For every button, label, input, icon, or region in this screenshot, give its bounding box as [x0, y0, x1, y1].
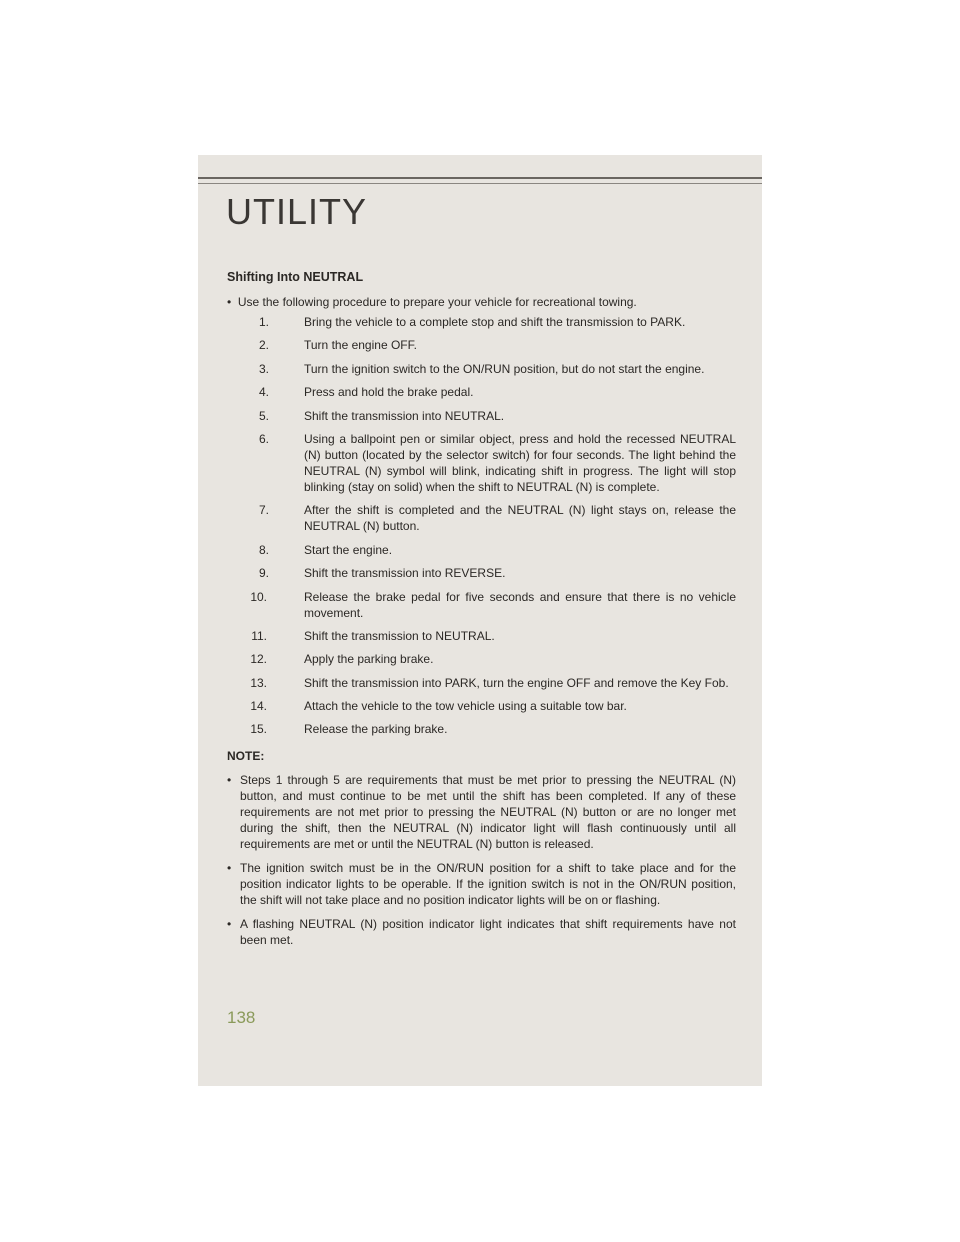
step-item	[227, 565, 736, 581]
step-text: Turn the engine OFF.	[304, 338, 417, 353]
step-text: Press and hold the brake pedal.	[304, 385, 474, 400]
step-text: Apply the parking brake.	[304, 652, 434, 667]
note-text: A flashing NEUTRAL (N) position indicator light indicates that shift requirements have not been met.	[240, 917, 736, 948]
step-text: Using a ballpoint pen or similar object, press and hold the recessed NEUTRAL (N) button (located by the selector switch) for four seconds. The light behind the NEUTRAL (N) symbol will blink, indicating shift in progress. The light will stop blinking (stay on solid) when the shift to NEUTRAL (N) is complete.	[304, 431, 736, 494]
step-number: 14.	[250, 699, 267, 714]
step-text: Release the brake pedal for five seconds and ensure that there is no vehicle movement.	[304, 589, 736, 620]
step-text: Shift the transmission into NEUTRAL.	[304, 408, 505, 423]
step-number: 10.	[250, 589, 267, 604]
step-number: 5.	[258, 408, 269, 423]
step-text: Start the engine.	[304, 542, 393, 557]
step-number: 13.	[250, 675, 267, 690]
step-number: 3.	[258, 361, 269, 376]
step-text: Shift the transmission into REVERSE.	[304, 566, 506, 581]
step-text: Shift the transmission to NEUTRAL.	[304, 628, 495, 643]
step-number: 11.	[251, 628, 267, 643]
manual-page	[198, 155, 762, 1086]
header-rule-top	[198, 177, 762, 179]
note-text: Steps 1 through 5 are requirements that must be met prior to pressing the NEUTRAL (N) button, and must continue to be met until the shift has been completed. If any of these requirements are not met prior to pressing the NEUTRAL (N) button or are no longer met during the shift, then the NEUTRAL (N) indicator light will flash continuously until all requirements are met or until the NEUTRAL (N) button is released.	[240, 773, 736, 852]
step-item	[227, 589, 736, 621]
step-text: Shift the transmission into PARK, turn the engine OFF and remove the Key Fob.	[304, 675, 729, 690]
step-item	[227, 628, 736, 644]
step-item	[227, 502, 736, 534]
page-number: 138	[227, 1008, 256, 1027]
steps-list	[227, 314, 736, 737]
note-label: NOTE:	[227, 749, 265, 764]
step-item	[227, 675, 736, 691]
step-text: Bring the vehicle to a complete stop and shift the transmission to PARK.	[304, 315, 686, 329]
step-item	[227, 542, 736, 558]
note-item	[227, 860, 736, 908]
step-item	[227, 651, 736, 667]
step-text: Release the parking brake.	[304, 722, 448, 737]
note-item	[227, 772, 736, 852]
step-item	[227, 431, 736, 495]
step-text: Turn the ignition switch to the ON/RUN position, but do not start the engine.	[304, 361, 705, 376]
step-number: 7.	[258, 503, 269, 518]
header-rule-bottom	[198, 183, 762, 184]
step-item	[227, 721, 736, 737]
note-item	[227, 916, 736, 948]
step-item	[227, 384, 736, 400]
step-number: 15.	[250, 722, 267, 737]
step-number: 8.	[258, 542, 269, 557]
step-item	[227, 314, 736, 330]
step-number: 9.	[258, 566, 269, 581]
step-number: 2.	[258, 338, 269, 353]
step-text: Attach the vehicle to the tow vehicle using a suitable tow bar.	[304, 699, 627, 714]
intro-bullet: • Use the following procedure to prepare your vehicle for recreational towing.	[227, 295, 637, 309]
bullet-icon: •	[227, 917, 232, 932]
section-title: UTILITY	[226, 191, 368, 232]
step-item	[227, 698, 736, 714]
note-text: The ignition switch must be in the ON/RUN position for a shift to take place and for the position indicator lights to be operable. If the ignition switch is not in the ON/RUN position, the shift will not take place and no position indicator lights will be on or flashing.	[240, 861, 736, 908]
step-number: 6.	[258, 431, 269, 446]
step-item	[227, 361, 736, 377]
step-number: 1.	[258, 315, 269, 329]
bullet-icon: •	[227, 861, 232, 876]
step-text: After the shift is completed and the NEUTRAL (N) light stays on, release the NEUTRAL (N) button.	[304, 503, 736, 534]
step-number: 12.	[250, 652, 267, 667]
notes-list	[227, 772, 736, 948]
subheading: Shifting Into NEUTRAL	[227, 270, 364, 284]
step-number: 4.	[258, 385, 269, 400]
step-item	[227, 408, 736, 424]
step-item	[227, 337, 736, 353]
intro-bullet-text: Use the following procedure to prepare your vehicle for recreational towing.	[237, 295, 637, 309]
page-content	[227, 269, 736, 956]
bullet-icon: •	[227, 773, 232, 788]
